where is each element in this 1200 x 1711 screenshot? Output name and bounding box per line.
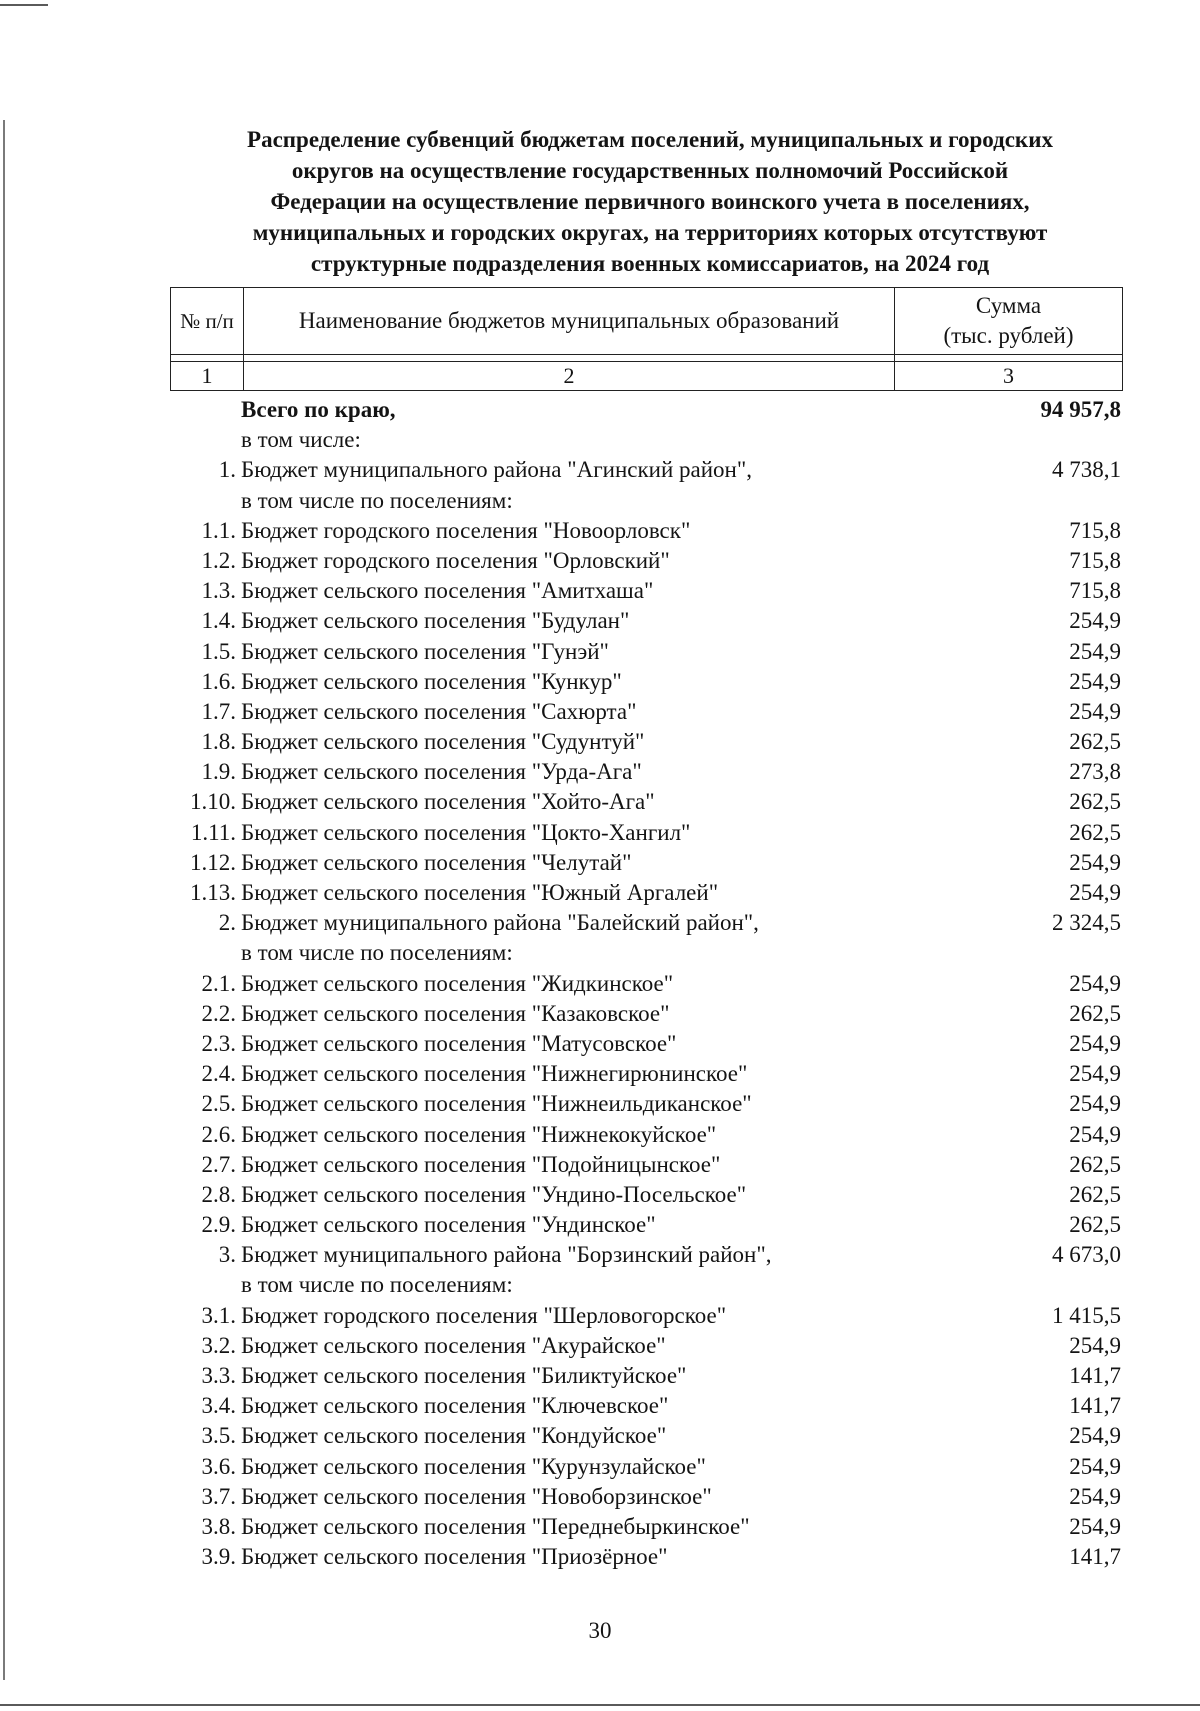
table-row [170, 1150, 1123, 1180]
table-body [170, 395, 1123, 1572]
row-amount: 254,9 [1069, 849, 1121, 875]
row-number: 2.4. [201, 1061, 236, 1087]
row-amount: 141,7 [1069, 1544, 1121, 1570]
table-row [170, 1542, 1123, 1572]
row-name: Бюджет городского поселения "Орловский" [241, 547, 670, 573]
table-row [170, 1059, 1123, 1089]
row-amount: 715,8 [1069, 517, 1121, 543]
row-number: 3.2. [201, 1332, 236, 1358]
row-amount: 254,9 [1069, 880, 1121, 905]
row-amount: 262,5 [1069, 819, 1121, 845]
row-name: Бюджет сельского поселения "Жидкинское" [241, 970, 674, 996]
table-row [170, 486, 1123, 516]
row-name: в том числе по поселениям: [241, 940, 513, 966]
table-row [170, 908, 1123, 938]
row-number: 2.6. [201, 1121, 236, 1147]
row-name: Бюджет сельского поселения "Хойто-Ага" [241, 789, 655, 815]
row-number: 2.5. [201, 1091, 236, 1117]
row-number: 1.11. [190, 819, 236, 845]
row-name: Бюджет сельского поселения "Урда-Ага" [241, 759, 642, 785]
table-row [170, 1331, 1123, 1361]
header-name: Наименование бюджетов муниципальных образований [244, 288, 895, 355]
table-row [170, 546, 1123, 576]
row-name: Бюджет сельского поселения "Будулан" [241, 608, 630, 634]
table-row [170, 1120, 1123, 1150]
row-number: 3.1. [201, 1302, 236, 1328]
row-number: 1.2. [201, 547, 236, 573]
row-amount: 262,5 [1069, 1212, 1121, 1238]
row-name: Бюджет сельского поселения "Ундино-Посельское" [241, 1181, 747, 1207]
row-name: Бюджет сельского поселения "Приозёрное" [241, 1544, 668, 1570]
table-row [170, 516, 1123, 546]
row-number: 1.9. [201, 759, 236, 785]
row-name: Бюджет сельского поселения "Подойницынское" [241, 1151, 721, 1177]
row-amount: 254,9 [1069, 668, 1121, 694]
row-name: Бюджет сельского поселения "Акурайское" [241, 1332, 666, 1358]
table-row [170, 818, 1123, 848]
row-name: Бюджет городского поселения "Шерловогорское" [241, 1302, 727, 1328]
row-amount: 2 324,5 [1052, 910, 1121, 936]
row-amount: 4 738,1 [1052, 457, 1121, 483]
row-amount: 262,5 [1069, 1181, 1121, 1207]
row-number: 1. [218, 457, 236, 483]
table-row [170, 1301, 1123, 1331]
row-number: 3.5. [201, 1423, 236, 1449]
row-name: Бюджет сельского поселения "Цокто-Хангил" [241, 819, 691, 845]
row-number: 1.7. [201, 698, 236, 724]
row-amount: 254,9 [1069, 1061, 1121, 1087]
row-amount: 262,5 [1069, 1000, 1121, 1026]
row-number: 3. [218, 1242, 236, 1268]
table-row [170, 787, 1123, 817]
row-number: 1.3. [201, 578, 236, 604]
row-name: Бюджет сельского поселения "Гунэй" [241, 638, 609, 664]
row-name: Бюджет сельского поселения "Нижнекокуйское" [241, 1121, 717, 1147]
row-amount: 254,9 [1069, 608, 1121, 634]
row-amount: 273,8 [1069, 759, 1121, 785]
row-name: в том числе по поселениям: [241, 487, 513, 513]
row-amount: 715,8 [1069, 547, 1121, 573]
table-row [170, 969, 1123, 999]
row-amount: 262,5 [1069, 729, 1121, 755]
table-row [170, 1240, 1123, 1270]
table-row [170, 606, 1123, 636]
row-number: 3.4. [201, 1393, 236, 1419]
table-row [170, 1029, 1123, 1059]
table-row [170, 938, 1123, 968]
row-number: 1.5. [201, 638, 236, 664]
row-number: 3.6. [201, 1453, 236, 1479]
row-number: 3.3. [201, 1363, 236, 1388]
row-name: Бюджет сельского поселения "Казаковское" [241, 1000, 670, 1026]
table-row [170, 878, 1123, 908]
table-row [170, 1421, 1123, 1451]
row-name: Бюджет сельского поселения "Кондуйское" [241, 1423, 667, 1449]
row-name: Бюджет муниципального района "Агинский район", [241, 457, 752, 483]
row-name: Бюджет сельского поселения "Ундинское" [241, 1212, 656, 1238]
table-row [170, 455, 1123, 485]
table-row [170, 395, 1123, 425]
table-row [170, 727, 1123, 757]
table-row [170, 697, 1123, 727]
row-number: 1.10. [190, 789, 236, 815]
row-name: Бюджет сельского поселения "Биликтуйское" [241, 1363, 687, 1388]
row-name: Бюджет сельского поселения "Нижнегирюнинское" [241, 1061, 748, 1087]
row-amount: 254,9 [1069, 1121, 1121, 1147]
row-name: Бюджет сельского поселения "Переднебыркинское" [241, 1513, 750, 1539]
row-name: Бюджет сельского поселения "Курунзулайское" [241, 1453, 706, 1479]
row-amount: 254,9 [1069, 1332, 1121, 1358]
table-row [170, 425, 1123, 455]
table-row [170, 1482, 1123, 1512]
table-row [170, 1391, 1123, 1421]
column-index-2: 2 [244, 362, 895, 391]
row-number: 2.9. [201, 1212, 236, 1238]
row-amount: 254,9 [1069, 1513, 1121, 1539]
row-amount: 254,9 [1069, 638, 1121, 664]
row-number: 1.4. [201, 608, 236, 634]
row-name: Бюджет сельского поселения "Нижнеильдиканское" [241, 1091, 752, 1117]
scan-edge-bottom [0, 1704, 1200, 1706]
table-row [170, 1270, 1123, 1300]
header-number: № п/п [171, 288, 244, 355]
row-number: 2.3. [201, 1030, 236, 1056]
column-index-1: 1 [171, 362, 244, 391]
row-amount: 141,7 [1069, 1363, 1121, 1388]
row-amount: 254,9 [1069, 1423, 1121, 1449]
row-number: 3.7. [201, 1483, 236, 1509]
scan-edge-left [3, 120, 5, 1680]
table-row [170, 1089, 1123, 1119]
table-row [170, 1512, 1123, 1542]
table-row [170, 637, 1123, 667]
table-row [170, 999, 1123, 1029]
header-amount: Сумма (тыс. рублей) [895, 288, 1123, 355]
row-name: Бюджет сельского поселения "Матусовское" [241, 1030, 677, 1056]
table-row [170, 757, 1123, 787]
row-name: Бюджет городского поселения "Новоорловск" [241, 517, 691, 543]
table-header [170, 287, 1123, 391]
row-name: Бюджет муниципального района "Балейский район", [241, 910, 759, 936]
row-number: 1.1. [201, 517, 236, 543]
row-amount: 4 673,0 [1052, 1242, 1121, 1268]
row-name: Бюджет сельского поселения "Новоборзинское" [241, 1483, 712, 1509]
row-name: Бюджет сельского поселения "Сахюрта" [241, 698, 637, 724]
table-row [170, 1180, 1123, 1210]
row-number: 3.9. [201, 1544, 236, 1570]
column-index-3: 3 [895, 362, 1123, 391]
row-number: 1.13. [190, 880, 236, 905]
table-row [170, 1361, 1123, 1391]
row-name: Бюджет сельского поселения "Кункур" [241, 668, 622, 694]
row-amount: 254,9 [1069, 1483, 1121, 1509]
row-name: Бюджет сельского поселения "Ключевское" [241, 1393, 669, 1419]
row-name: Бюджет сельского поселения "Южный Аргалей" [241, 880, 719, 905]
row-name: Бюджет сельского поселения "Челутай" [241, 849, 632, 875]
row-number: 2. [218, 910, 236, 936]
row-amount: 262,5 [1069, 1151, 1121, 1177]
row-name: Бюджет муниципального района "Борзинский район", [241, 1242, 772, 1268]
row-number: 1.6. [201, 668, 236, 694]
row-amount: 262,5 [1069, 789, 1121, 815]
row-amount: 254,9 [1069, 1453, 1121, 1479]
row-number: 3.8. [201, 1513, 236, 1539]
row-name: Всего по краю, [241, 397, 396, 422]
row-amount: 1 415,5 [1052, 1302, 1121, 1328]
table-row [170, 848, 1123, 878]
row-name: в том числе по поселениям: [241, 1272, 513, 1298]
table-row [170, 1452, 1123, 1482]
row-number: 1.12. [190, 849, 236, 875]
row-name: Бюджет сельского поселения "Судунтуй" [241, 729, 645, 755]
table-row [170, 667, 1123, 697]
row-amount: 254,9 [1069, 698, 1121, 724]
row-amount: 254,9 [1069, 970, 1121, 996]
table-row [170, 1210, 1123, 1240]
row-amount: 94 957,8 [1040, 397, 1121, 422]
row-number: 2.8. [201, 1181, 236, 1207]
row-amount: 141,7 [1069, 1393, 1121, 1419]
row-amount: 254,9 [1069, 1030, 1121, 1056]
row-number: 1.8. [201, 729, 236, 755]
row-number: 2.2. [201, 1000, 236, 1026]
row-name: Бюджет сельского поселения "Амитхаша" [241, 578, 654, 604]
table-row [170, 576, 1123, 606]
row-amount: 254,9 [1069, 1091, 1121, 1117]
row-name: в том числе: [241, 427, 361, 453]
document-title: Распределение субвенций бюджетам поселений, муниципальных и городских округов на осуществление государственных полномочий Российской Федерации на осуществление первичного воинского учета в поселениях, муниципальных и городских округах, на территориях которых отсутствуют структурные подразделения военных комиссариатов, на 2024 год [247, 127, 1053, 276]
row-number: 2.1. [201, 970, 236, 996]
page-number: 30 [588, 1618, 612, 1643]
row-number: 2.7. [201, 1151, 236, 1177]
scan-edge-top [0, 4, 48, 6]
row-amount: 715,8 [1069, 578, 1121, 604]
